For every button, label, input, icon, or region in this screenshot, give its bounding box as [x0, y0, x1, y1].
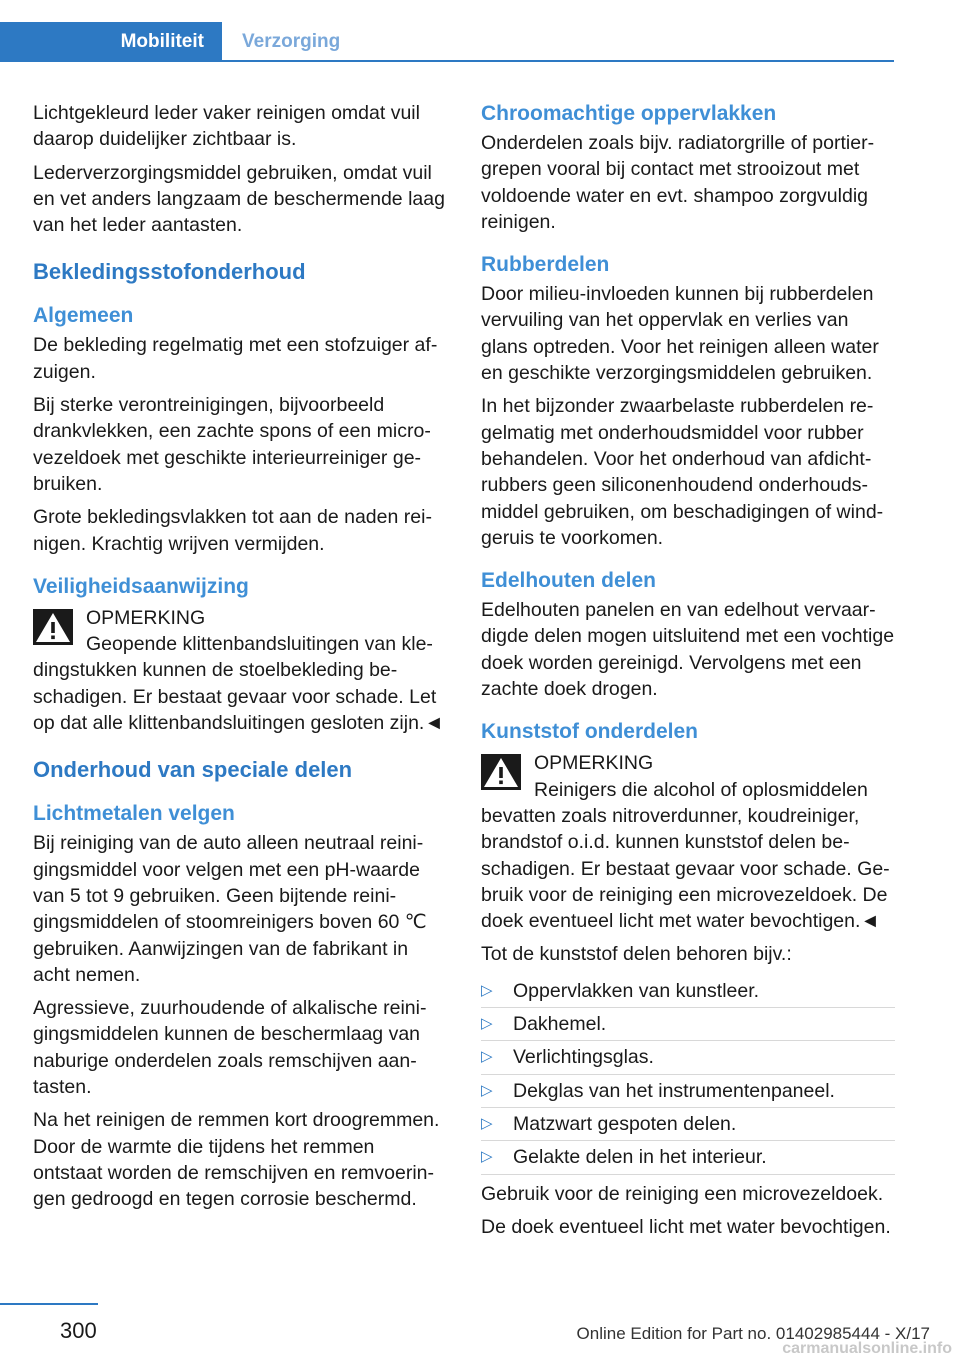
tab-verzorging[interactable]: Verzorging: [242, 31, 341, 52]
header-rule: [222, 60, 894, 62]
edition-text: Online Edition for Part no. 01402985444 - X/17: [576, 1324, 930, 1343]
list-item-text: Oppervlakken van kunstleer.: [513, 979, 760, 1002]
bullet-triangle-icon: ▷: [481, 1015, 493, 1033]
warning-title: OPMERKING: [86, 606, 206, 629]
subsection-heading: Algemeen: [33, 304, 134, 328]
warning-notice: [33, 605, 449, 736]
warning-triangle-icon: [33, 609, 73, 645]
list-item: [481, 1075, 895, 1108]
list-item: [481, 975, 895, 1008]
list-item: [481, 1041, 895, 1074]
watermark: carmanualsonline.info: [782, 1340, 952, 1357]
paragraph: Grote bekledingsvlakken tot aan de naden reinigen. Krachtig wrijven vermijden.: [33, 506, 432, 555]
bullet-triangle-icon: ▷: [481, 1081, 493, 1099]
bullet-triangle-icon: ▷: [481, 1048, 493, 1066]
list-item-text: Dekglas van het instrumentenpaneel.: [513, 1079, 835, 1102]
subsection-heading: Chroomachtige oppervlakken: [481, 102, 777, 125]
paragraph: De doek eventueel licht met water bevochtigen.: [481, 1215, 891, 1238]
bullet-list: [481, 975, 895, 1175]
list-item: [481, 1141, 895, 1174]
subsection-heading: Edelhouten delen: [481, 569, 657, 593]
page-number: 300: [60, 1318, 97, 1343]
section-heading: Bekledingsstofonderhoud: [33, 259, 306, 285]
right-column: [481, 100, 895, 1247]
list-item-text: Verlichtingsglas.: [513, 1046, 654, 1069]
bullet-triangle-icon: ▷: [481, 981, 493, 999]
bullet-triangle-icon: ▷: [481, 1148, 493, 1166]
paragraph: Tot de kunststof delen behoren bijv.:: [481, 943, 792, 966]
bullet-triangle-icon: ▷: [481, 1114, 493, 1132]
list-item: [481, 1108, 895, 1141]
subsection-heading: Veiligheidsaanwijzing: [33, 574, 249, 598]
paragraph: Door milieu-invloeden kunnen bij rubberdelen vervuiling van het oppervlak en verlies van glans optreden. Voor het reinigen alleen water en geschikte verzorgingsmiddelen gebruiken.: [481, 283, 879, 385]
header-tabbar: [0, 22, 960, 62]
warning-text: Geopende klittenbandsluitingen van kledingstukken kunnen de stoelbekleding beschadigen. Er bestaat gevaar voor schade. Let op dat alle klittenbandsluitingen gesloten zijn.◄: [33, 633, 444, 735]
warning-title: OPMERKING: [534, 752, 654, 775]
subsection-heading: Rubberdelen: [481, 253, 610, 277]
list-item-text: Matzwart gespoten delen.: [513, 1112, 737, 1135]
subsection-heading: Lichtmetalen velgen: [33, 802, 235, 826]
paragraph: Agressieve, zuurhoudende of alkalische reinigingsmiddelen kunnen de beschermlaag van naburige onderdelen zoals remschijven aantasten.: [33, 997, 427, 1099]
warning-text: Reinigers die alcohol of oplosmiddelen bevatten zoals nitroverdunner, koudreiniger, brandstof o.i.d. kunnen kunststof delen beschadigen. Er bestaat gevaar voor schade. Gebruik voor de reiniging een microvezeldoek. De doek eventueel licht met water bevochtigen.◄: [481, 778, 890, 933]
paragraph: Lichtgekleurd leder vaker reinigen omdat vuil daarop duidelijker zichtbaar is.: [33, 102, 420, 151]
list-item-text: Gelakte delen in het interieur.: [513, 1146, 767, 1169]
paragraph: Bij reiniging van de auto alleen neutraal reinigingsmiddel voor velgen met een pH-waarde van 5 tot 9 gebruiken. Geen bijtende reinigingsmiddelen of stoomreinigers boven 60 ℃ gebruiken. Aanwijzingen van de fabrikant in acht nemen.: [33, 832, 427, 986]
left-column: [33, 100, 449, 1220]
list-item: [481, 1008, 895, 1041]
footer-rule: [0, 1303, 98, 1305]
section-heading: Onderhoud van speciale delen: [33, 757, 353, 783]
paragraph: Onderdelen zoals bijv. radiatorgrille of portiergrepen vooral bij contact met strooizout met voldoende water en evt. shampoo zorgvuldig reinigen.: [481, 132, 875, 233]
paragraph: De bekleding regelmatig met een stofzuiger afzuigen.: [33, 334, 438, 383]
paragraph: Gebruik voor de reiniging een microvezeldoek.: [481, 1182, 884, 1205]
subsection-heading: Kunststof onderdelen: [481, 720, 699, 744]
paragraph: Bij sterke verontreinigingen, bijvoorbeeld drankvlekken, een zachte spons of een microvezeldoek met geschikte interieurreiniger gebruiken.: [33, 394, 431, 495]
list-item-text: Dakhemel.: [513, 1013, 607, 1036]
paragraph: In het bijzonder zwaarbelaste rubberdelen regelmatig met onderhoudsmiddel voor rubber behandelen. Voor het onderhoud van afdichtrubbers geen siliconenhoudend onderhoudsmiddel gebruiken, om beschadigingen of windgeruis te voorkomen.: [481, 395, 884, 549]
warning-notice: [481, 750, 895, 934]
tab-mobiliteit[interactable]: Mobiliteit: [0, 22, 222, 62]
paragraph: Na het reinigen de remmen kort droogremmen. Door de warmte die tijdens het remmen ontstaat worden de remschijven en remvoeringen gedroogd en tegen corrosie beschermd.: [33, 1109, 440, 1211]
warning-triangle-icon: [481, 754, 521, 790]
paragraph: Edelhouten panelen en van edelhout vervaardigde delen mogen uitsluitend met een vochtige doek worden gereinigd. Vervolgens met een zachte doek drogen.: [481, 599, 895, 701]
paragraph: Lederverzorgingsmiddel gebruiken, omdat vuil en vet anders langzaam de beschermende laag van het leder aantasten.: [33, 161, 445, 237]
